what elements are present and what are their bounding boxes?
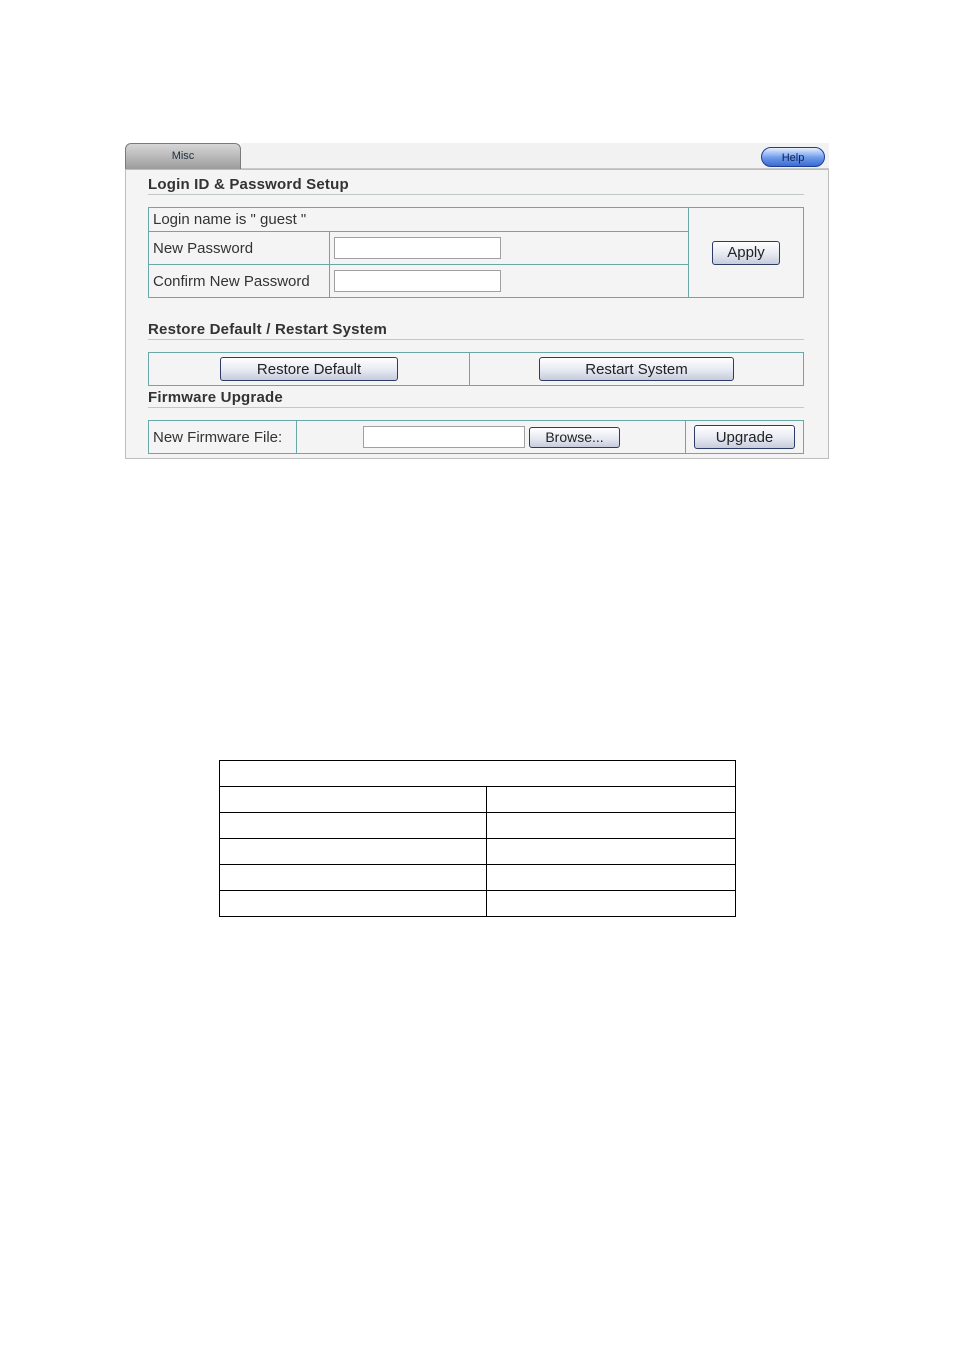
table-cell [487,813,736,839]
restore-section-title: Restore Default / Restart System [148,321,387,338]
table-cell [220,891,487,917]
firmware-file-cell [297,421,686,454]
new-password-label: New Password [149,232,330,265]
misc-settings-panel [125,143,829,459]
section-divider [148,339,804,340]
restore-table [148,352,804,386]
apply-button[interactable]: Apply [712,241,780,265]
upgrade-button[interactable]: Upgrade [694,425,795,449]
confirm-password-label: Confirm New Password [149,265,330,298]
table-cell [487,891,736,917]
empty-table [219,760,736,917]
apply-cell [689,208,804,298]
table-header-cell [220,761,736,787]
restart-system-button[interactable]: Restart System [539,357,734,381]
table-row [220,891,736,917]
confirm-password-cell [330,265,689,298]
firmware-file-label: New Firmware File: [149,421,297,454]
login-table [148,207,804,298]
table-cell [487,839,736,865]
table-row [220,787,736,813]
new-password-cell [330,232,689,265]
table-cell [220,813,487,839]
upgrade-cell [686,421,804,454]
table-cell [487,787,736,813]
table-row [220,813,736,839]
restart-cell [470,353,804,386]
browse-button[interactable]: Browse... [529,427,620,448]
login-section-title: Login ID & Password Setup [148,176,349,193]
table-cell [220,787,487,813]
firmware-table [148,420,804,454]
section-divider [148,407,804,408]
tab-bar [241,143,829,169]
confirm-password-input[interactable] [334,270,501,292]
table-cell [220,839,487,865]
help-button[interactable]: Help [761,147,825,167]
restore-cell [149,353,470,386]
table-cell [487,865,736,891]
panel-body [125,169,829,459]
firmware-section-title: Firmware Upgrade [148,389,283,406]
table-cell [220,865,487,891]
section-divider [148,194,804,195]
table-row [220,865,736,891]
new-password-input[interactable] [334,237,501,259]
table-row [220,839,736,865]
tab-misc[interactable]: Misc [125,143,241,169]
login-name-text: Login name is " guest " [149,208,689,232]
restore-default-button[interactable]: Restore Default [220,357,398,381]
firmware-file-input[interactable] [363,426,525,448]
